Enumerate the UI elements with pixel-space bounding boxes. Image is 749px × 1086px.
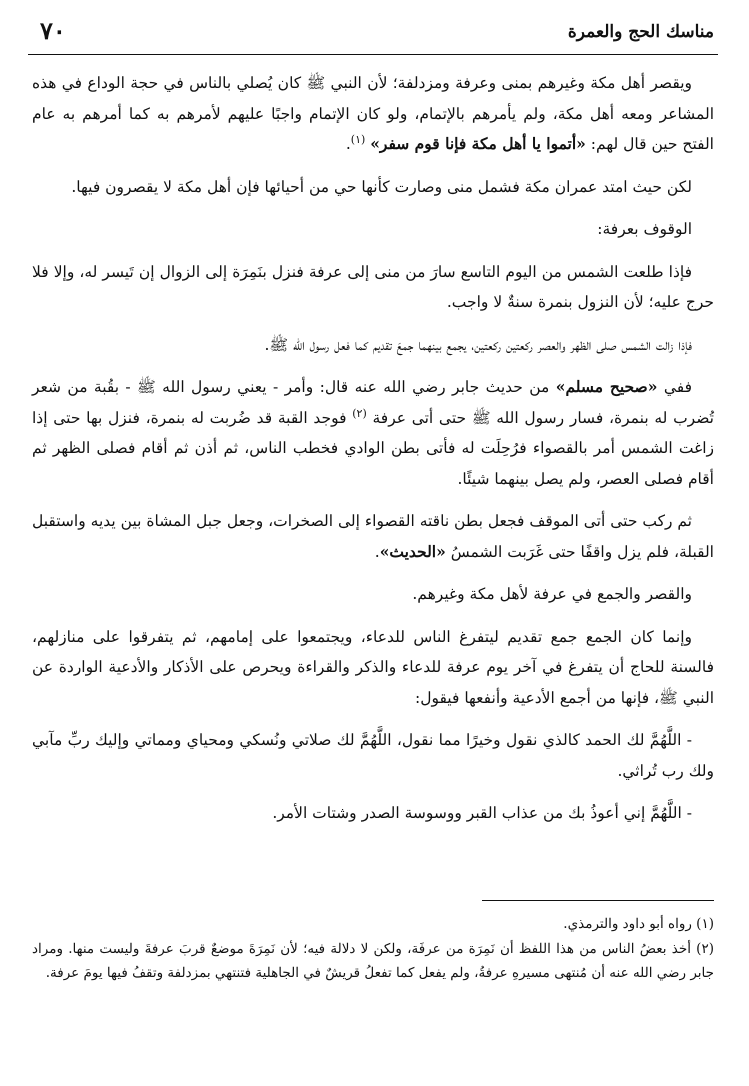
paragraph-text: فوجد القبة قد ضُربت له بنمرة، فنزل بها حتى إذا زاغت الشمس أمر بالقصواء فرُحِلَت له فأتى بطن الوادي فخطب الناس، ثم أذن ثم أقام فصلى الظهر ثم أقام فصلى العصر، ولم يصل بينهما شيئًا. (32, 408, 714, 488)
dua-item: - اللَّهُمَّ إني أعوذُ بك من عذاب القبر ووسوسة الصدر وشتات الأمر. (272, 804, 692, 822)
hadith-quote: «أتموا يا أهل مكة فإنا قوم سفر» (370, 134, 586, 153)
footnotes (32, 912, 714, 986)
main-text (32, 68, 714, 841)
book-title: مناسك الحج والعمرة (567, 22, 714, 42)
paragraph (32, 68, 714, 160)
paragraph (32, 372, 714, 494)
book-page (28, 12, 718, 1072)
footnote-reference[interactable]: (١) (350, 132, 366, 146)
source-title: «صحيح مسلم» (555, 377, 658, 396)
paragraph-text: ويقصر أهل مكة وغيرهم بمنى وعرفة ومزدلفة؛ لأن النبي ﷺ كان يُصلي بالناس في حجة الوداع في هذه المشاعر ومعه أهل مكة، ولم يأمرهم بالإتمام، ولو كان الإتمام واجبًا عليهم لأمرهم به كما أمرهم به عام الفتح حين قال لهم: (32, 74, 714, 153)
paragraph-text: من حديث جابر رضي الله عنه قال: وأمر - يعني رسول الله ﷺ - بقُبة من شعر تُضرب له بنمرة، فسار رسول الله ﷺ حتى أتى عرفة (32, 378, 714, 427)
paragraph (32, 506, 714, 567)
page-number: ٧٠ (40, 16, 66, 45)
footnote-divider (482, 900, 714, 901)
paragraph-text: . (374, 542, 380, 561)
footnote-reference[interactable]: (٢) (352, 406, 367, 420)
section-heading: الوقوف بعرفة: (597, 220, 692, 238)
paragraph: فإذا طلعت الشمس من اليوم التاسع سارَ من منى إلى عرفة فنزل بنَمِرَة إلى الزوال إن تَيسر له، وإلا فلا حرج عليه؛ لأن النزول بنمرة سنةٌ لا واجب. (32, 262, 714, 311)
hadith-marker: «الحديث» (379, 541, 446, 561)
paragraph-text: ثم ركب حتى أتى الموقف فجعل بطن ناقته القصواء إلى الصخرات، وجعل جبل المشاة بين يديه واستقبل القبلة، فلم يزل واقفًا حتى غَرَبت الشمسُ (32, 512, 714, 561)
paragraph-text: . (345, 135, 351, 153)
paragraph: فإذا زالت الشمس صلى الظهر والعصر ركعتين ركعتين، يجمع بينهما جمعَ تقديم كما فعل رسول الله ﷺ. (264, 335, 692, 354)
paragraph: لكن حيث امتد عمران مكة فشمل منى وصارت كأنها حي من أحيائها فإن أهل مكة لا يقصرون فيها. (71, 177, 692, 196)
footnote-1: (١) رواه أبو داود والترمذي. (563, 916, 714, 932)
footnote-2: (٢) أخذ بعضُ الناس من هذا اللفظ أن نَمِرَة من عرفَة، ولكن لا دلالة فيه؛ لأن نَمِرَةَ موضعٌ قربَ عرفةَ وليست منها. ومراد جابر رضي الله عنه أن مُنتهى مسيرهِ عرفةُ، ولم يفعل كما تفعلُ قريشٌ في الجاهلية فتنتهي بمزدلفة وتقفُ فيها يومَ عرفة. (32, 940, 714, 981)
dua-item: - اللَّهُمَّ لك الحمد كالذي نقول وخيرًا مما نقول، اللَّهُمَّ لك صلاتي ونُسكي ومحياي ومماتي وإليك ربِّ مآبي ولك رب تُراثي. (32, 731, 714, 780)
paragraph: وإنما كان الجمع جمع تقديم ليتفرغ الناس للدعاء، ويجتمعوا على إمامهم، ثم يتفرقوا على منازلهم، فالسنة للحاج أن يتفرغ في آخر يوم عرفة للدعاء والذكر والقراءة ويحرص على الأذكار والأدعية الواردة عن النبي ﷺ، فإنها من أجمع الأدعية وأنفعها فيقول: (32, 627, 714, 707)
paragraph-text: ففي (663, 378, 692, 396)
running-header (28, 12, 718, 55)
paragraph: والقصر والجمع في عرفة لأهل مكة وغيرهم. (412, 585, 692, 603)
